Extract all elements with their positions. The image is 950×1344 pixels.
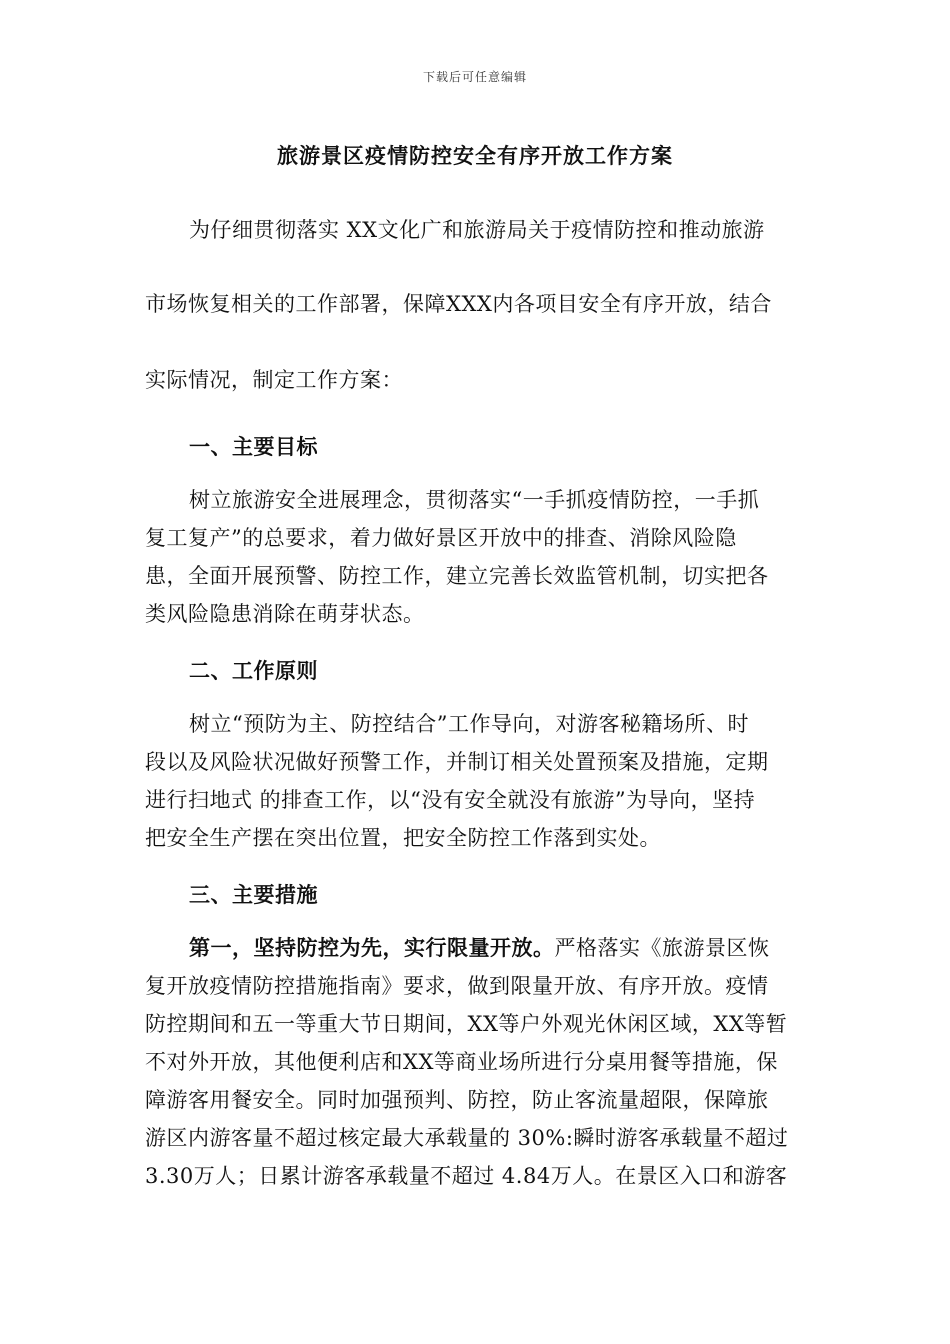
paragraph-line: 类风险隐患消除在萌芽状态。: [145, 602, 425, 626]
paragraph-line: 防控期间和五一等重大节日期间，XX等户外观光休闲区域，XX等暂: [145, 1012, 788, 1036]
paragraph-line: [189, 934, 815, 962]
section-heading: 一、主要目标: [189, 434, 318, 459]
section-heading: 二、工作原则: [189, 658, 318, 683]
intro-line: 实际情况，制定工作方案：: [145, 368, 403, 392]
measure-lead-text: 严格落实《旅游景区恢: [554, 936, 770, 960]
paragraph-line: 游区内游客量不超过核定最大承载量的 30%:瞬时游客承载量不超过: [145, 1126, 789, 1150]
paragraph-line: 患，全面开展预警、防控工作，建立完善长效监管机制，切实把各: [145, 564, 769, 588]
paragraph-line: 障游客用餐安全。同时加强预判、防控，防止客流量超限，保障旅: [145, 1088, 769, 1112]
section-heading: 三、主要措施: [189, 882, 318, 907]
intro-line: 为仔细贯彻落实 XX文化广和旅游局关于疫情防控和推动旅游: [189, 218, 765, 242]
intro-line: 市场恢复相关的工作部署，保障XXX内各项目安全有序开放，结合: [145, 292, 772, 316]
paragraph-line: 树立“预防为主、防控结合”工作导向，对游客秘籍场所、时: [189, 712, 749, 736]
paragraph-line: 复工复产”的总要求，着力做好景区开放中的排查、消除风险隐: [145, 526, 737, 550]
paragraph-line: 进行扫地式 的排查工作，以“没有安全就没有旅游”为导向，坚持: [145, 788, 756, 812]
paragraph-line: 段以及风险状况做好预警工作，并制订相关处置预案及措施，定期: [145, 750, 769, 774]
paragraph-line: 树立旅游安全进展理念，贯彻落实“一手抓疫情防控，一手抓: [189, 488, 760, 512]
paragraph-line: 复开放疫情防控措施指南》要求，做到限量开放、有序开放。疫情: [145, 974, 769, 998]
document-title: 旅游景区疫情防控安全有序开放工作方案: [277, 143, 673, 168]
header-note: 下载后可任意编辑: [422, 70, 527, 84]
paragraph-line: 不对外开放，其他便利店和XX等商业场所进行分桌用餐等措施，保: [145, 1050, 778, 1074]
measure-lead-bold: 第一，坚持防控为先，实行限量开放。: [189, 935, 555, 960]
paragraph-line: 3.30万人；日累计游客承载量不超过 4.84万人。在景区入口和游客: [145, 1164, 788, 1188]
paragraph-line: 把安全生产摆在突出位置，把安全防控工作落到实处。: [145, 826, 661, 850]
